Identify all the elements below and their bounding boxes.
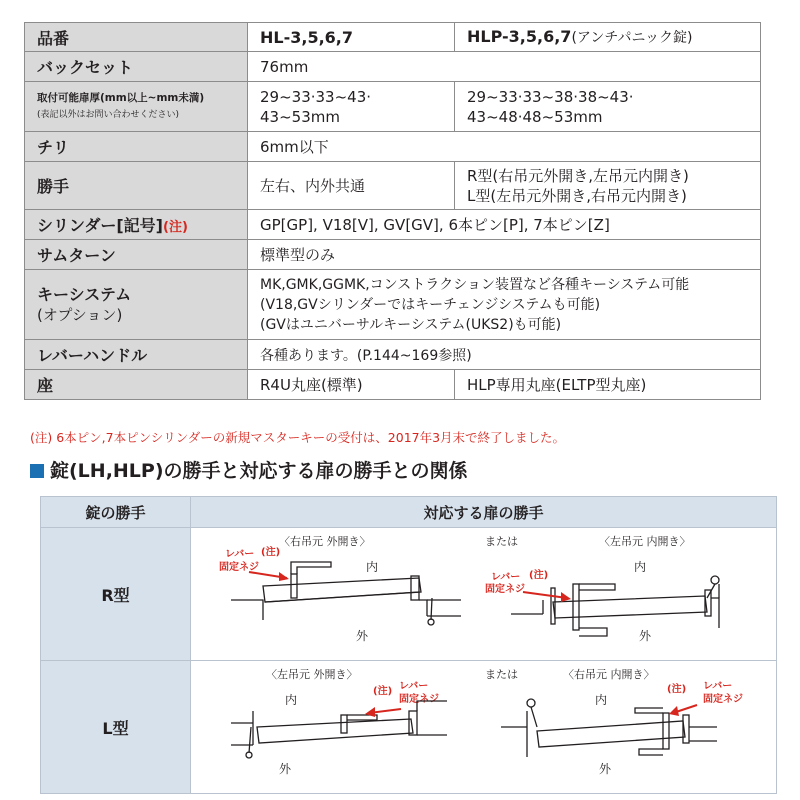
thickness-label-main: 取付可能扉厚(mm以上~mm未満): [37, 91, 205, 104]
l-left-inside: 内: [285, 693, 298, 707]
hand-hlp: [455, 162, 761, 210]
r-right-arrow-icon: [523, 592, 567, 598]
r-left-arrowhead-icon: [279, 572, 289, 581]
model-hlp-main: HLP-3,5,6,7: [467, 27, 572, 46]
chiri-label: チリ: [25, 132, 248, 162]
thickness-hlp: [455, 82, 761, 132]
relation-col2-header: 対応する扉の勝手: [191, 497, 777, 528]
relation-col1-header: 錠の勝手: [41, 497, 191, 528]
relation-table: [40, 496, 777, 794]
r-left-inside: 内: [366, 560, 379, 574]
spec-row-thumbturn: [25, 240, 761, 270]
lever-label: レバーハンドル: [25, 340, 248, 370]
r-left-lever-2: 固定ネジ: [219, 562, 259, 573]
section-title: [30, 456, 468, 483]
spec-row-model: [25, 23, 761, 52]
l-right-lever-1: レバー: [703, 681, 733, 692]
thickness-hl-line1: 29~33·33~43·: [260, 87, 372, 106]
thumbturn-label: サムターン: [25, 240, 248, 270]
hand-hl: 左右、内外共通: [248, 162, 455, 210]
thumbturn-value: 標準型のみ: [248, 240, 761, 270]
spec-row-cylinder: [25, 210, 761, 240]
r-right-lever-2: 固定ネジ: [485, 584, 525, 595]
r-right-caption: 〈左吊元 内開き〉: [599, 535, 691, 548]
keysystem-label-line2: (オプション): [37, 305, 123, 324]
seat-hlp: HLP専用丸座(ELTP型丸座): [455, 370, 761, 400]
keysystem-label-line1: キーシステム: [37, 284, 132, 304]
r-left-outside: 外: [356, 629, 369, 643]
r-or: または: [485, 535, 518, 548]
r-right-door-drawing: [511, 576, 719, 636]
l-right-door-drawing: [501, 699, 717, 757]
relation-row-r: [41, 528, 777, 661]
cylinder-value: GP[GP], V18[V], GV[GV], 6本ピン[P], 7本ピン[Z]: [248, 210, 761, 240]
r-left-lever-1: レバー: [225, 549, 255, 560]
keysystem-line2: (V18,GVシリンダーではキーチェンジシステムも可能): [260, 296, 601, 313]
hand-l-type: L型(左吊元外開き,右吊元内開き): [467, 186, 687, 205]
model-hlp-sub: (アンチパニック錠): [571, 30, 693, 46]
hand-r-type: R型(右吊元外開き,左吊元内開き): [467, 166, 689, 185]
r-type-svg: [191, 528, 777, 660]
spec-row-thickness: [25, 82, 761, 132]
l-right-inside: 内: [595, 693, 608, 707]
spec-row-lever: [25, 340, 761, 370]
model-hl: HL-3,5,6,7: [248, 23, 455, 52]
r-right-inside: 内: [634, 560, 647, 574]
thickness-hlp-line1: 29~33·33~38·38~43·: [467, 87, 634, 106]
l-or: または: [485, 668, 518, 681]
seat-hl: R4U丸座(標準): [248, 370, 455, 400]
spec-row-hand: [25, 162, 761, 210]
l-left-lever-1: レバー: [399, 681, 429, 692]
thickness-hl: [248, 82, 455, 132]
cylinder-label: [25, 210, 248, 240]
cylinder-note-mark: (注): [163, 220, 188, 235]
r-right-lever-1: レバー: [491, 572, 521, 583]
relation-header-row: [41, 497, 777, 528]
relation-row-l: [41, 661, 777, 794]
l-type-svg: [191, 661, 777, 793]
l-right-note: (注): [667, 684, 687, 695]
thickness-hlp-line2: 43~48·48~53mm: [467, 107, 603, 126]
model-hlp: [455, 23, 761, 52]
model-label: 品番: [25, 23, 248, 52]
r-right-outside: 外: [639, 629, 652, 643]
keysystem-label: [25, 270, 248, 340]
cylinder-label-text: シリンダー[記号]: [37, 216, 163, 235]
spec-table: [24, 22, 761, 400]
r-left-note: (注): [261, 547, 281, 558]
chiri-value: 6mm以下: [248, 132, 761, 162]
thickness-label: [25, 82, 248, 132]
l-left-note: (注): [373, 686, 393, 697]
backset-value: 76mm: [248, 52, 761, 82]
backset-label: バックセット: [25, 52, 248, 82]
spec-row-chiri: [25, 132, 761, 162]
l-left-caption: 〈左吊元 外開き〉: [266, 668, 358, 681]
l-left-lever-2: 固定ネジ: [399, 694, 439, 705]
r-right-note: (注): [529, 570, 549, 581]
l-type-diagrams: [191, 661, 777, 794]
r-left-door-drawing: [231, 562, 461, 625]
lever-value: 各種あります。(P.144~169参照): [248, 340, 761, 370]
section-title-text: 錠(LH,HLP)の勝手と対応する扉の勝手との関係: [50, 460, 468, 482]
l-right-lever-2: 固定ネジ: [703, 694, 743, 705]
l-left-door-drawing: [231, 701, 447, 758]
seat-label: 座: [25, 370, 248, 400]
cylinder-note: (注) 6本ピン,7本ピンシリンダーの新規マスターキーの受付は、2017年3月末で終了しました。: [30, 430, 566, 445]
spec-row-keysystem: [25, 270, 761, 340]
keysystem-value: [248, 270, 761, 340]
r-type-diagrams: [191, 528, 777, 661]
section-marker: [30, 464, 44, 478]
r-type-label: R型: [41, 528, 191, 661]
r-right-arrowhead-icon: [561, 592, 571, 602]
thickness-hl-line2: 43~53mm: [260, 107, 340, 126]
spec-row-backset: [25, 52, 761, 82]
l-left-outside: 外: [279, 762, 292, 776]
l-right-arrowhead-icon: [669, 706, 679, 716]
keysystem-line1: MK,GMK,GGMK,コンストラクション装置など各種キーシステム可能: [260, 276, 690, 293]
hand-label: 勝手: [25, 162, 248, 210]
thickness-sublabel: (表記以外はお問い合わせください): [37, 109, 180, 120]
keysystem-line3: (GVはユニバーサルキーシステム(UKS2)も可能): [260, 316, 562, 333]
r-left-caption: 〈右吊元 外開き〉: [279, 535, 371, 548]
l-right-caption: 〈右吊元 内開き〉: [563, 668, 655, 681]
l-type-label: L型: [41, 661, 191, 794]
spec-row-seat: [25, 370, 761, 400]
l-right-outside: 外: [599, 762, 612, 776]
